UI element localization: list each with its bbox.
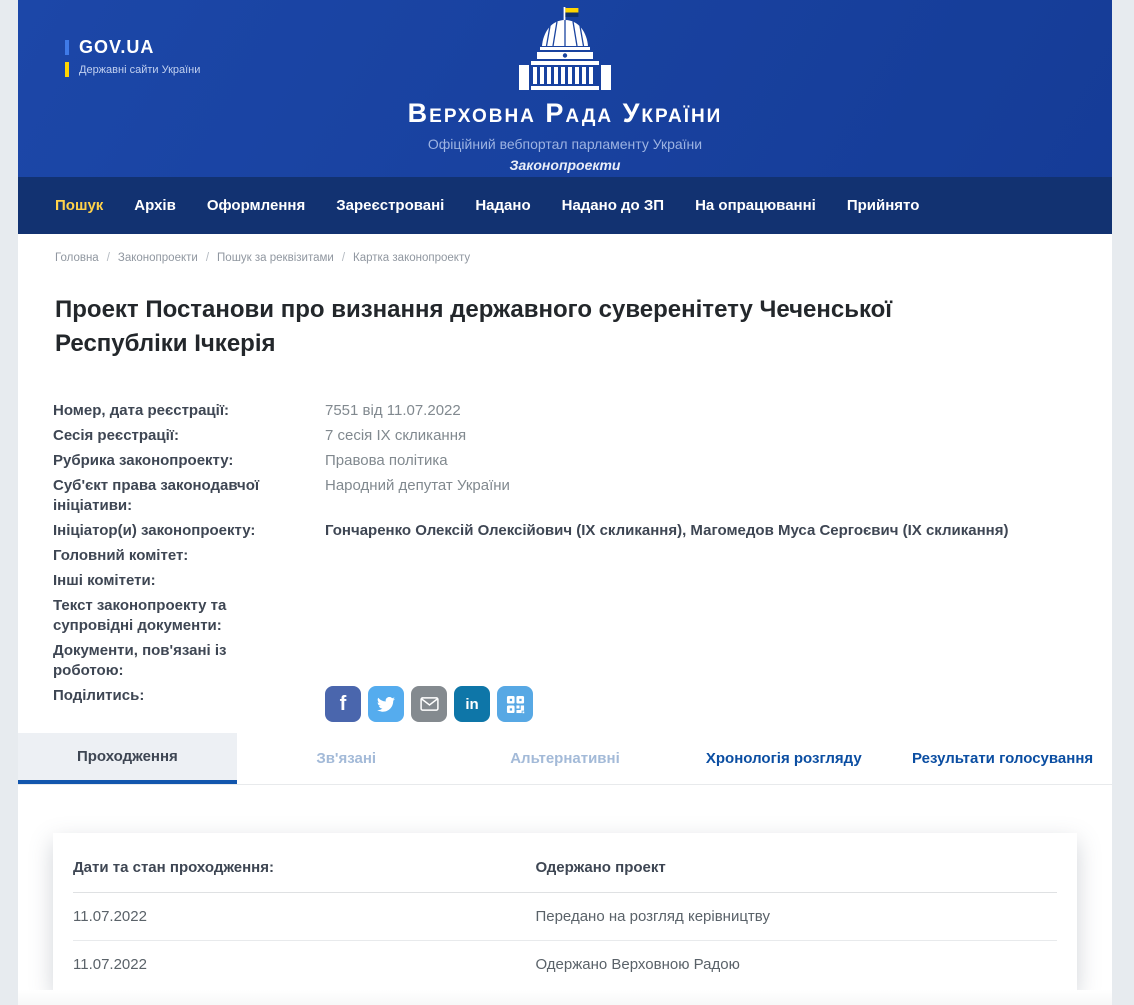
detail-value: 7 сесія IX скликання bbox=[325, 427, 467, 445]
detail-label: Інші комітети: bbox=[53, 572, 156, 590]
table-row bbox=[73, 893, 1057, 941]
table-row bbox=[73, 941, 1057, 988]
site-title: Верховна Рада України bbox=[407, 98, 723, 128]
detail-label: Текст законопроекту та супровідні документи: bbox=[53, 597, 227, 635]
share-email-button[interactable] bbox=[411, 686, 447, 722]
detail-value bbox=[325, 641, 1077, 681]
detail-row-number bbox=[53, 401, 1077, 421]
breadcrumb-home[interactable]: Головна / bbox=[55, 252, 110, 264]
detail-value bbox=[325, 596, 1077, 636]
detail-row-other-committees bbox=[53, 571, 1077, 591]
bill-tabs bbox=[18, 733, 1112, 785]
tab-rezultaty[interactable]: Результати голосування bbox=[912, 750, 1094, 768]
detail-label: Номер, дата реєстрації: bbox=[53, 402, 230, 420]
column-header-status: Одержано проект bbox=[535, 859, 666, 877]
column-header-dates: Дати та стан проходження: bbox=[73, 859, 274, 877]
govua-yellow-bar bbox=[65, 62, 69, 77]
detail-label: Головний комітет: bbox=[53, 547, 189, 565]
twitter-icon bbox=[377, 697, 395, 712]
govua-subtitle: Державні сайти України bbox=[79, 63, 201, 76]
row-status: Передано на розгляд керівництву bbox=[535, 908, 770, 926]
nav-item-pryiniato[interactable]: Прийнято bbox=[846, 197, 920, 214]
site-section-label: Законопроекти bbox=[509, 157, 621, 173]
detail-label: Рубрика законопроекту: bbox=[53, 452, 234, 470]
nav-item-na-opratsiuvanni[interactable]: На опрацюванні bbox=[695, 197, 816, 214]
detail-value bbox=[325, 546, 1077, 566]
row-status: Одержано Верховною Радою bbox=[535, 956, 740, 974]
detail-label: Документи, пов'язані із роботою: bbox=[53, 642, 227, 680]
tab-zviazani[interactable]: Зв'язані bbox=[316, 750, 377, 768]
row-date: 11.07.2022 bbox=[73, 956, 147, 974]
detail-row-main-committee bbox=[53, 546, 1077, 566]
detail-row-text-docs bbox=[53, 596, 1077, 636]
detail-row-related-docs bbox=[53, 641, 1077, 681]
detail-label: Ініціатор(и) законопроекту: bbox=[53, 522, 256, 540]
breadcrumb-bills[interactable]: Законопроекти / bbox=[118, 252, 209, 264]
share-twitter-button[interactable] bbox=[368, 686, 404, 722]
detail-row-initiators bbox=[53, 521, 1077, 541]
detail-row-rubric bbox=[53, 451, 1077, 471]
bottom-fade bbox=[18, 990, 1112, 1005]
detail-row-session bbox=[53, 426, 1077, 446]
nav-item-nadano[interactable]: Надано bbox=[475, 197, 531, 214]
share-linkedin-button[interactable] bbox=[454, 686, 490, 722]
breadcrumb bbox=[18, 234, 1112, 264]
nav-item-zareiestrovani[interactable]: Зареєстровані bbox=[336, 197, 445, 214]
page-title: Проект Постанови про визнання державного суверенітету Чеченської Республіки Ічкерія bbox=[55, 296, 893, 357]
detail-label: Суб'єкт права законодавчої ініціативи: bbox=[53, 477, 260, 515]
share-row bbox=[53, 686, 1077, 722]
detail-label: Сесія реєстрації: bbox=[53, 427, 179, 445]
detail-value: Народний депутат України bbox=[325, 477, 510, 495]
tab-prokhodzhennia[interactable]: Проходження bbox=[18, 733, 237, 784]
site-header bbox=[18, 0, 1112, 177]
nav-item-poshuk[interactable]: Пошук bbox=[55, 197, 104, 214]
parliament-building-icon bbox=[517, 7, 613, 91]
govua-logo[interactable] bbox=[65, 37, 200, 81]
share-qr-button[interactable] bbox=[497, 686, 533, 722]
tab-khronolohiia[interactable]: Хронологія розгляду bbox=[705, 750, 862, 768]
nav-item-oformlennia[interactable]: Оформлення bbox=[206, 197, 306, 214]
rada-brand[interactable] bbox=[18, 0, 1112, 173]
share-facebook-button[interactable] bbox=[325, 686, 361, 722]
main-nav bbox=[18, 177, 1112, 234]
qr-code-icon bbox=[506, 695, 525, 714]
share-buttons bbox=[325, 686, 533, 722]
share-label: Поділитись: bbox=[53, 687, 145, 705]
page-wrapper bbox=[18, 0, 1112, 1005]
nav-item-nadano-do-zp[interactable]: Надано до ЗП bbox=[561, 197, 665, 214]
govua-title: GOV.UA bbox=[79, 37, 155, 57]
row-date: 11.07.2022 bbox=[73, 908, 147, 926]
breadcrumb-search[interactable]: Пошук за реквізитами / bbox=[217, 252, 345, 264]
govua-blue-bar bbox=[65, 40, 69, 55]
site-subtitle: Офіційний вебпортал парламенту України bbox=[427, 136, 703, 152]
detail-value: Правова політика bbox=[325, 452, 448, 470]
email-icon bbox=[420, 697, 439, 711]
nav-item-arkhiv[interactable]: Архів bbox=[134, 197, 176, 214]
bill-details bbox=[53, 401, 1077, 722]
tab-alternatyvni[interactable]: Альтернативні bbox=[510, 750, 620, 768]
breadcrumb-card: Картка законопроекту bbox=[353, 252, 471, 264]
detail-row-subject bbox=[53, 476, 1077, 516]
detail-value: 7551 від 11.07.2022 bbox=[325, 402, 461, 420]
passage-table-header bbox=[73, 833, 1057, 893]
passage-card bbox=[53, 833, 1077, 990]
detail-value bbox=[325, 571, 1077, 591]
linkedin-icon: in bbox=[465, 695, 479, 713]
detail-value: Гончаренко Олексій Олексійович (ІХ скликання), Магомедов Муса Сергоєвич (ІХ скликання) bbox=[325, 522, 1009, 540]
facebook-icon: f bbox=[339, 692, 347, 715]
